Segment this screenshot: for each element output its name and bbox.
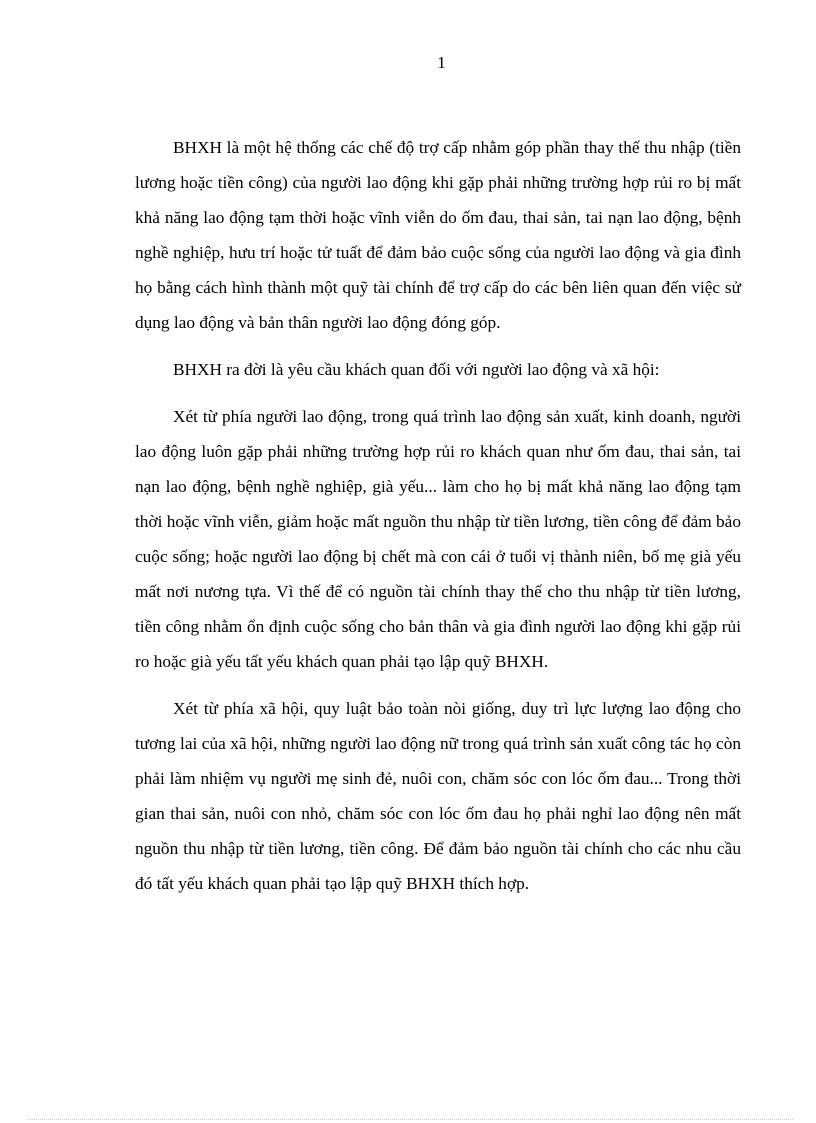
paragraph-bhxh-requirement: BHXH ra đời là yêu cầu khách quan đối với người lao động và xã hội: [173, 360, 660, 379]
paragraph-bhxh-definition: BHXH là một hệ thống các chế độ trợ cấp nhằm góp phần thay thế thu nhập (tiền lương hoặc tiền công) của người lao động khi gặp phải những trường hợp rủi ro bị mất khả năng lao động tạm thời hoặc vĩnh viễn do ốm đau, thai sản, tai nạn lao động, bệnh nghề nghiệp, hưu trí hoặc tử tuất để đảm bảo cuộc sống của người lao động và gia đình họ bằng cách hình thành một quỹ tài chính để trợ cấp do các bên liên quan đến việc sử dụng lao động và bản thân người lao động đóng góp. [135, 138, 741, 332]
footer-divider [28, 1119, 793, 1120]
paragraph-worker-perspective: Xét từ phía người lao động, trong quá trình lao động sản xuất, kinh doanh, người lao động luôn gặp phải những trường hợp rủi ro khách quan như ốm đau, thai sản, tai nạn lao động, bệnh nghề nghiệp, già yếu... làm cho họ bị mất khả năng lao động tạm thời hoặc vĩnh viễn, giảm hoặc mất nguồn thu nhập từ tiền lương, tiền công để đảm bảo cuộc sống; hoặc người lao động bị chết mà con cái ở tuổi vị thành niên, bố mẹ già yếu mất nơi nương tựa. Vì thế để có nguồn tài chính thay thế cho thu nhập từ tiền lương, tiền công nhằm ổn định cuộc sống cho bản thân và gia đình người lao động khi gặp rủi ro hoặc già yếu tất yếu khách quan phải tạo lập quỹ BHXH. [135, 407, 741, 671]
paragraph-society-perspective: Xét từ phía xã hội, quy luật bảo toàn nòi giống, duy trì lực lượng lao động cho tương lai của xã hội, những người lao động nữ trong quá trình sản xuất công tác họ còn phải làm nhiệm vụ người mẹ sinh đẻ, nuôi con, chăm sóc con lóc ốm đau... Trong thời gian thai sản, nuôi con nhỏ, chăm sóc con lóc ốm đau họ phải nghỉ lao động nên mất nguồn thu nhập từ tiền lương, tiền công. Để đảm bảo nguồn tài chính cho các nhu cầu đó tất yếu khách quan phải tạo lập quỹ BHXH thích hợp. [135, 699, 741, 893]
document-body [135, 130, 741, 913]
page-number: 1 [437, 53, 446, 72]
